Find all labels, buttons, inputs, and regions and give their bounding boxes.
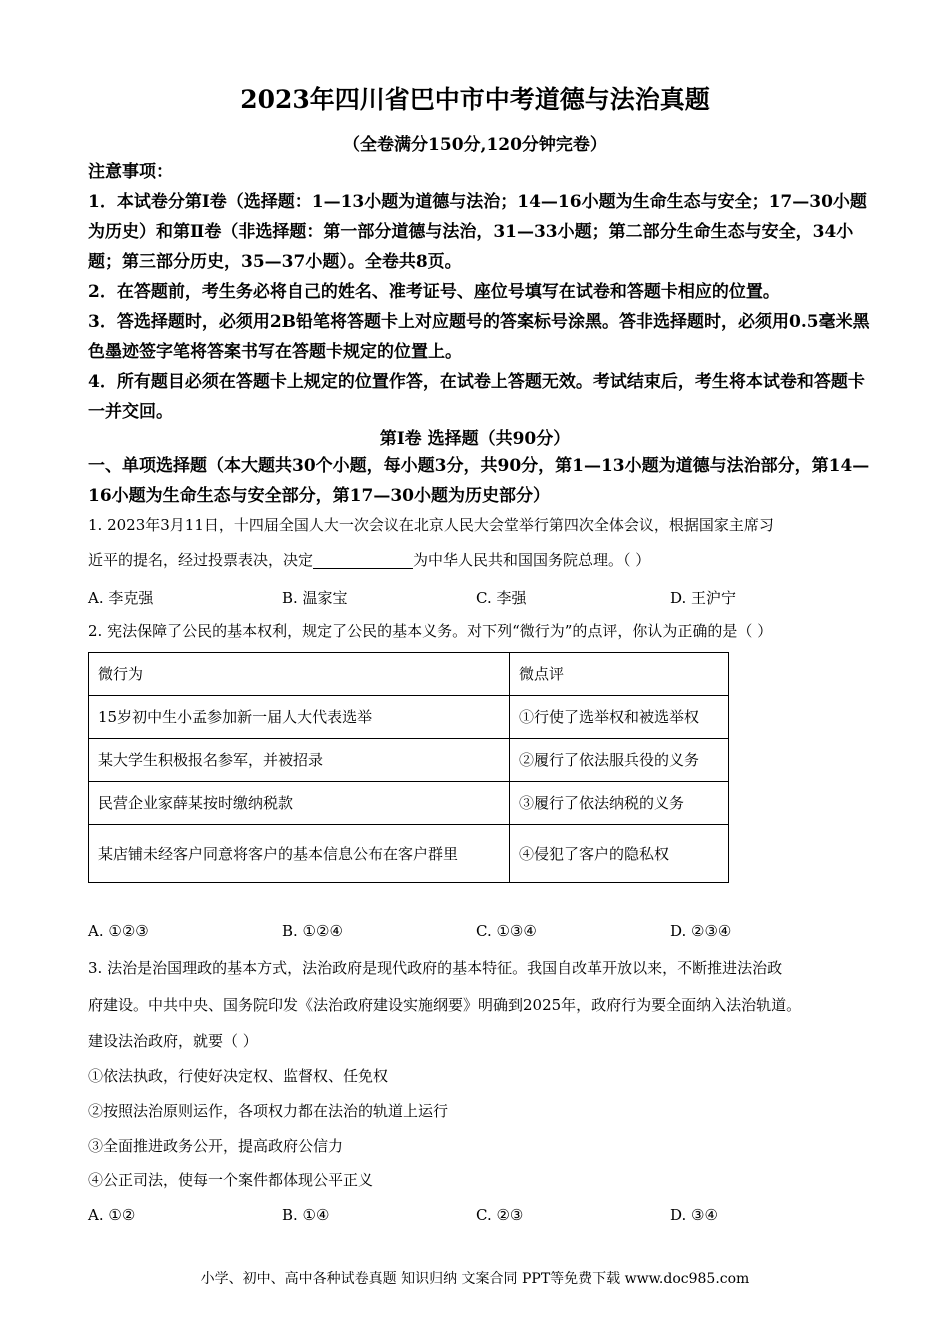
question-1-text-after: 为中华人民共和国国务院总理。（ ） — [413, 551, 651, 569]
table-cell: ②履行了依法服兵役的义务 — [510, 739, 729, 782]
table-header: 微点评 — [510, 653, 729, 696]
table-cell: ①行使了选举权和被选举权 — [510, 696, 729, 739]
q2-option-d: D. ②③④ — [670, 922, 732, 940]
question-3-statement-1: ①依法执政，行使好决定权、监督权、任免权 — [88, 1067, 389, 1085]
question-2-table — [88, 652, 729, 883]
q3-option-b: B. ①④ — [282, 1206, 330, 1224]
question-3-line-3: 建设法治政府，就要（ ） — [88, 1032, 258, 1050]
section-title: 第Ⅰ卷 选择题（共90分） — [379, 429, 571, 449]
table-header-row — [89, 653, 729, 696]
question-2-options — [88, 922, 888, 952]
table-cell: 某店铺未经客户同意将客户的基本信息公布在客户群里 — [89, 825, 510, 883]
table-row — [89, 782, 729, 825]
table-header: 微行为 — [89, 653, 510, 696]
question-3-statement-2: ②按照法治原则运作，各项权力都在法治的轨道上运行 — [88, 1102, 449, 1120]
table-cell: 民营企业家薛某按时缴纳税款 — [89, 782, 510, 825]
table-cell: 15岁初中生小孟参加新一届人大代表选举 — [89, 696, 510, 739]
question-3-line-2: 府建设。中共中央、国务院印发《法治政府建设实施纲要》明确到2025年，政府行为要全面纳入法治轨道。 — [88, 996, 802, 1014]
question-3-statement-4: ④公正司法，使每一个案件都体现公平正义 — [88, 1171, 374, 1189]
table-cell: 某大学生积极报名参军，并被招录 — [89, 739, 510, 782]
table-row — [89, 825, 729, 883]
question-3-line-1: 3. 法治是治国理政的基本方式，法治政府是现代政府的基本特征。我国自改革开放以来，不断推进法治政 — [88, 959, 783, 977]
page-footer: 小学、初中、高中各种试卷真题 知识归纳 文案合同 PPT等免费下载 www.doc985.com — [200, 1271, 750, 1287]
q2-option-a: A. ①②③ — [88, 922, 149, 940]
question-3-options — [88, 1206, 888, 1236]
table-row — [89, 696, 729, 739]
notes-section — [88, 157, 878, 427]
note-item-2: 2．在答题前，考生务必将自己的姓名、准考证号、座位号填写在试卷和答题卡相应的位置。 — [88, 282, 780, 302]
table-cell: ④侵犯了客户的隐私权 — [510, 825, 729, 883]
q2-option-c: C. ①③④ — [476, 922, 537, 940]
page-subtitle: （全卷满分150分,120分钟完卷） — [343, 135, 607, 155]
note-item-4: 4．所有题目必须在答题卡上规定的位置作答，在试卷上答题无效。考试结束后，考生将本试卷和答题卡一并交回。 — [88, 372, 865, 422]
note-item-1: 1．本试卷分第Ⅰ卷（选择题：1—13小题为道德与法治；14—16小题为生命生态与安全；17—30小题为历史）和第Ⅱ卷（非选择题：第一部分道德与法治，31—33小题；第二部分生命生态与安全，34小题；第三部分历史，35—37小题）。全卷共8页。 — [88, 192, 867, 272]
table-cell: ③履行了依法纳税的义务 — [510, 782, 729, 825]
q3-option-d: D. ③④ — [670, 1206, 718, 1224]
q1-option-d: D. 王沪宁 — [670, 589, 737, 607]
question-1-line-1: 1. 2023年3月11日，十四届全国人大一次会议在北京人民大会堂举行第四次全体会议，根据国家主席习 — [88, 516, 774, 534]
question-3-statement-3: ③全面推进政务公开，提高政府公信力 — [88, 1137, 344, 1155]
question-1-line-2 — [88, 543, 888, 577]
part-intro: 一、单项选择题（本大题共30个小题，每小题3分，共90分，第1—13小题为道德与法治部分，第14—16小题为生命生态与安全部分，第17—30小题为历史部分） — [88, 456, 870, 506]
notes-heading: 注意事项： — [88, 162, 173, 182]
page-title: 2023年四川省巴中市中考道德与法治真题 — [240, 85, 710, 114]
note-item-3: 3．答选择题时，必须用2B铅笔将答题卡上对应题号的答案标号涂黑。答非选择题时，必须用0.5毫米黑色墨迹签字笔将答案书写在答题卡规定的位置上。 — [88, 312, 870, 362]
question-1-options — [88, 587, 888, 617]
q1-option-a: A. 李克强 — [88, 589, 154, 607]
q1-option-b: B. 温家宝 — [282, 589, 348, 607]
q3-option-c: C. ②③ — [476, 1206, 524, 1224]
q2-option-b: B. ①②④ — [282, 922, 343, 940]
table-row — [89, 739, 729, 782]
q3-option-a: A. ①② — [88, 1206, 136, 1224]
answer-blank — [313, 550, 413, 569]
question-2-stem: 2. 宪法保障了公民的基本权利，规定了公民的基本义务。对下列“微行为”的点评，你认为正确的是（ ） — [88, 622, 773, 640]
q1-option-c: C. 李强 — [476, 589, 527, 607]
question-1-text-before: 近平的提名，经过投票表决，决定 — [88, 551, 314, 569]
